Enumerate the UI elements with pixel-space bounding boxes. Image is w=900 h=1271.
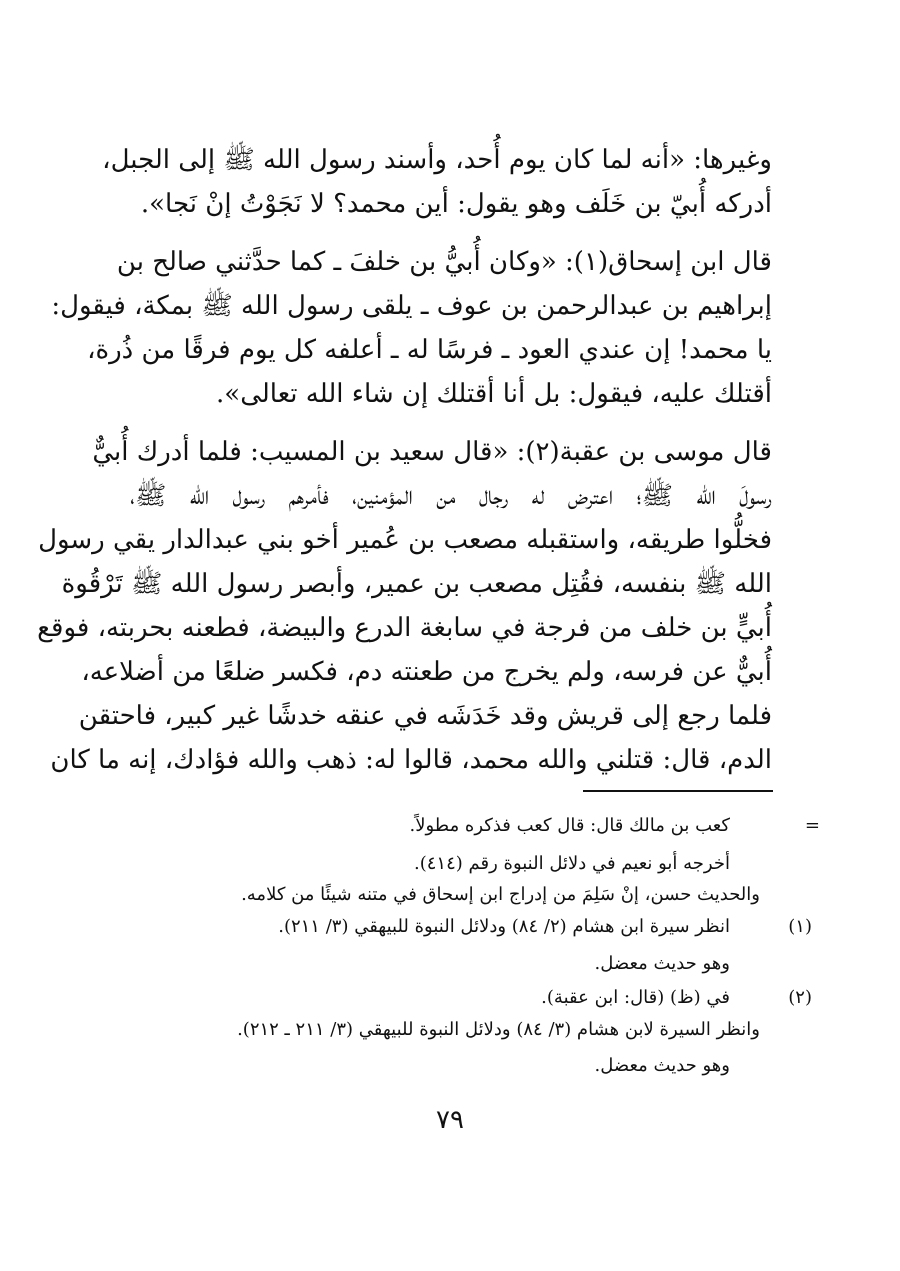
footnote-line: أخرجه أبو نعيم في دلائل النبوة رقم (٤١٤). <box>414 853 730 874</box>
footnote-continuation-mark: = <box>804 815 820 836</box>
body-line: قال ابن إسحاق(١): «وكان أُبيُّ بن خلفَ ـ كما حدَّثني صالح بن <box>116 247 772 277</box>
body-line: أقتلك عليه، فيقول: بل أنا أقتلك إن شاء الله تعالى». <box>216 379 772 409</box>
body-line: الدم، قال: قتلني والله محمد، قالوا له: ذهب والله فؤادك، إنه ما كان <box>50 745 772 775</box>
body-line: أُبيٍّ بن خلف من فرجة في سابغة الدرع والبيضة، فطعنه بحربته، فوقع <box>37 613 772 643</box>
body-line: إبراهيم بن عبدالرحمن بن عوف ـ يلقى رسول الله ﷺ بمكة، فيقول: <box>51 291 772 321</box>
body-line: قال موسى بن عقبة(٢): «قال سعيد بن المسيب: فلما أدرك أُبيٌّ <box>92 437 772 467</box>
page-number: ٧٩ <box>436 1105 464 1135</box>
body-line: الله ﷺ بنفسه، فقُتِل مصعب بن عمير، وأبصر رسول الله ﷺ تَرْقُوة <box>61 569 772 599</box>
footnote-line: وهو حديث معضل. <box>594 953 730 974</box>
footnote-line: في (ظ) (قال: ابن عقبة). <box>541 987 730 1008</box>
footnote-line: والحديث حسن، إنْ سَلِمَ من إدراج ابن إسحاق في متنه شيئًا من كلامه. <box>241 884 760 905</box>
footnote-line: وهو حديث معضل. <box>594 1055 730 1076</box>
body-line: فلما رجع إلى قريش وقد خَدَشَه في عنقه خدشًا غير كبير، فاحتقن <box>78 701 772 731</box>
body-line: يا محمد! إن عندي العود ـ فرسًا له ـ أعلفه كل يوم فرقًا من ذُرة، <box>87 335 772 365</box>
body-line: أُبيٌّ عن فرسه، ولم يخرج من طعنته دم، فكسر ضلعًا من أضلاعه، <box>81 657 772 687</box>
footnote-line: وانظر السيرة لابن هشام (٣/ ٨٤) ودلائل النبوة للبيهقي (٣/ ٢١١ ـ ٢١٢). <box>237 1019 760 1040</box>
footnote-line: كعب بن مالك قال: قال كعب فذكره مطولاً. <box>409 815 730 836</box>
body-line: رسولَ الله ﷺ؛ اعترض له رجال من المؤمنين، فأمرهم رسول الله ﷺ، <box>130 481 772 511</box>
body-line: وغيرها: «أنه لما كان يوم أُحد، وأسند رسول الله ﷺ إلى الجبل، <box>102 145 772 175</box>
body-line: فخلُّوا طريقه، واستقبله مصعب بن عُمير أخو بني عبدالدار يقي رسول <box>38 525 772 555</box>
footnote-line: انظر سيرة ابن هشام (٢/ ٨٤) ودلائل النبوة للبيهقي (٣/ ٢١١). <box>278 916 730 937</box>
footnote-number: (٢) <box>788 987 812 1008</box>
footnote-number: (١) <box>788 916 812 937</box>
footnote-separator <box>583 790 773 792</box>
body-line: أدركه أُبيّ بن خَلَف وهو يقول: أين محمد؟ لا نَجَوْتُ إنْ نَجا». <box>140 189 772 219</box>
